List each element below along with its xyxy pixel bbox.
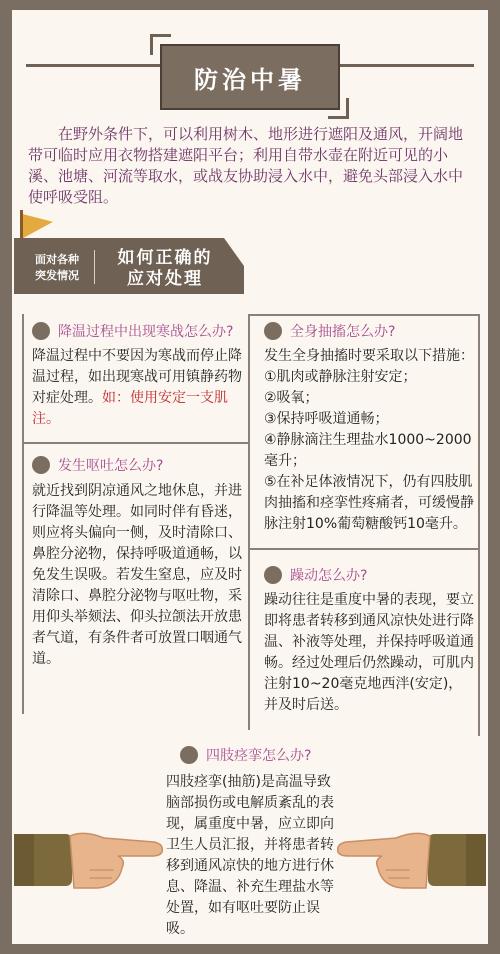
bullet-dot-icon [264,566,282,584]
banner-heading: 如何正确的 应对处理 [117,248,213,289]
frame-line [250,314,480,316]
list-item: 毫升； [264,453,306,469]
title-rule-right [336,64,474,67]
pointing-hand-left-icon [14,826,166,896]
answer-highlight: 如：使用安定一支肌注。 [32,390,228,427]
answer-cramp [264,346,476,535]
bullet-dot-icon [264,322,282,340]
list-item: ⑤在补足体液情况下，仍有四肢肌 [264,474,473,490]
list-item: 脉注射10%葡萄糖酸钙10毫升。 [264,516,467,532]
question-cold [32,321,233,341]
banner-divider [94,250,95,284]
answer-intro: 发生全身抽搐时要采取以下措施： [264,348,474,364]
answer-text: 降温过程中不要因为寒战而停止降温过程，如出现寒战可用镇静药物对症处理。 [32,348,242,406]
answer-vomit: 就近找到阴凉通风之地休息，并进行降温等处理。如同时伴有昏迷，则应将头偏向一侧，及时清除口、鼻腔分泌物，保持呼吸道通畅，以免发生误吸。若发生窒息，应及时清除口、鼻腔分泌物与呕吐物，采用仰头举颏法、仰头拉颌法开放患者气道，有条件者可放置口咽通气道。 [32,483,242,667]
list-item: ③保持呼吸道通畅； [264,411,389,427]
intro-paragraph: 在野外条件下，可以利用树木、地形进行遮阳及通风，开阔地带可临时应用衣物搭建遮阳平台；利用自带水壶在附近可见的小溪、池塘、河流等取水，或战友协助浸入水中，避免头部浸入水中使呼吸受阻。 [28,125,464,206]
list-item: ②吸氧； [264,390,319,406]
list-item: ④静脉滴注生理盐水1000~2000 [264,432,472,448]
title-rule-left [26,64,160,67]
bullet-dot-icon [180,746,198,764]
question-title: 全身抽搐怎么办? [290,324,396,340]
pointing-hand-right-icon [334,826,486,896]
frame-line [250,548,480,550]
question-title: 降温过程中出现寒战怎么办? [58,324,234,340]
question-restless [264,565,367,585]
question-title: 躁动怎么办? [290,568,368,584]
flag-icon [23,210,53,238]
answer-restless: 躁动往往是重度中暑的表现，要立即将患者转移到通风凉快处进行降温、补液等处理，并保持呼吸道通畅。经过处理后仍然躁动，可肌内注射10~20毫克地西泮(安定)，并及时后送。 [264,592,474,713]
question-limb-spasm [180,745,311,765]
question-title: 四肢痉挛怎么办? [206,748,312,764]
frame-line [22,314,24,714]
answer-limb-spasm: 四肢痉挛(抽筋)是高温导致脑部损伤或电解质紊乱的表现，属重度中暑，应立即向卫生人员汇报，并将患者转移到通风凉快的地方进行休息、降温、补充生理盐水等处置，如有呕吐要防止误吸。 [166,774,334,937]
list-item: ①肌肉或静脉注射安定； [264,369,417,385]
frame-line [248,314,250,730]
question-cramp [264,321,395,341]
question-vomit [32,455,163,475]
frame-line [22,442,248,444]
list-item: 肉抽搐和痉挛性疼痛者，可缓慢静 [264,495,474,511]
bullet-dot-icon [32,322,50,340]
answer-cold [32,346,244,430]
bullet-dot-icon [32,456,50,474]
frame-line [478,316,480,736]
page-title: 防治中暑 [160,44,340,110]
question-title: 发生呕吐怎么办? [58,458,164,474]
banner-subtitle: 面对各种 突发情况 [35,253,79,282]
